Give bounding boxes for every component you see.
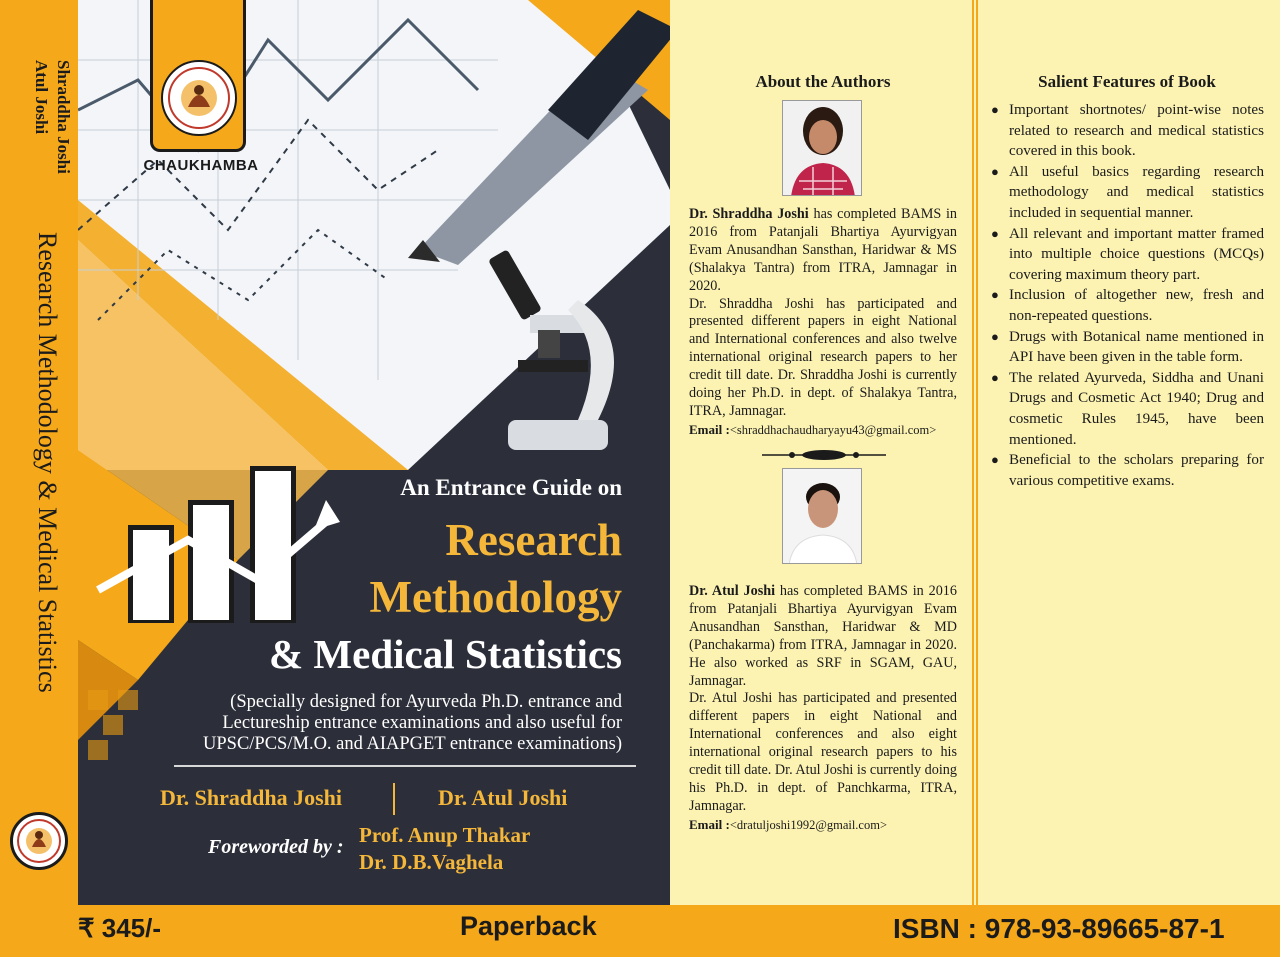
cover-description-line: UPSC/PCS/M.O. and AIAPGET entrance examinations) [203,734,622,754]
bio-text: Dr. Shraddha Joshi has participated and presented different papers in eight National and International conferences and also twelve international original research papers to her credit till date. Dr. Shraddha Joshi is currently doing her Ph.D. in dept. of Shalakya Tantra, ITRA, Jamnagar. [689,295,957,419]
foreword-names [359,822,530,876]
feature-item: ● All relevant and important matter framed into multiple choice questions (MCQs) covering maximum theory part. [991,225,1264,283]
bullet-icon: ● [991,225,999,241]
author-bio-shraddha [689,206,957,440]
cover-title [258,512,622,626]
back-cover [670,0,1280,905]
spine-author-1: Shraddha Joshi [54,60,73,174]
cover-description [168,692,622,755]
bullet-icon: ● [991,102,999,117]
cover-description-line: Lectureship entrance examinations and also useful for [222,713,622,733]
feature-item: ● Drugs with Botanical name mentioned in API have been given in the table form. [991,328,1264,366]
foreword-name-2: Dr. D.B.Vaghela [359,850,504,874]
author-photo-atul [782,468,862,564]
bullet-icon: ● [991,369,999,385]
price: ₹ 345/- [78,913,162,943]
author-bio-atul [689,583,957,835]
feature-item: ● Inclusion of altogether new, fresh and non-repeated questions. [991,287,1264,324]
feature-item: ● The related Ayurveda, Siddha and Unani Drugs and Cosmetic Act 1940; Drug and cosmetic Rules 1945, have been mentioned. [991,369,1264,448]
bio-text: has completed BAMS in 2016 from Patanjali Bhartiya Ayurvigyan Evam Anusandhan Sansthan, Haridwar & MD (Panchakarma) from ITRA, Jamnagar in 2020. He also worked as SRF in SGAM, GAU, Jamnagar. [689,583,957,689]
publisher-seal-icon [161,60,237,136]
feature-item: ● All useful basics regarding research methodology and medical statistics included in sequential manner. [991,163,1264,221]
ornament-divider-icon [762,448,886,462]
bio-text: Dr. Atul Joshi has participated and presented different papers in eight National and International conferences and also eight international original research papers to his credit till date. Dr. Atul Joshi is currently doing his Ph.D. in dept. of Panchkarma, ITRA, Jamnagar. [689,690,957,814]
author-separator [393,783,395,815]
cover-title-line-2: Methodology [369,572,622,622]
email-label: Email : [689,816,730,832]
column-divider [976,0,978,905]
bullet-icon: ● [991,452,999,468]
spine-author-2: Atul Joshi [32,60,51,135]
feature-item: ● Beneficial to the scholars preparing for various competitive exams. [991,452,1264,489]
email-address: <dratuljoshi1992@gmail.com> [729,817,888,832]
book-spine [0,0,78,957]
spine-publisher-seal-icon [10,812,68,870]
features-heading: Salient Features of Book [1038,72,1216,91]
isbn: ISBN : 978-93-89665-87-1 [893,913,1225,944]
bio-email [689,816,957,835]
cover-description-line: (Specially designed for Ayurveda Ph.D. entrance and [230,692,622,712]
email-address: <shraddhachaudharyayu43@gmail.com> [729,422,937,437]
bullet-icon: ● [991,328,999,344]
front-cover [78,0,670,905]
feature-item: ● Important shortnotes/ point-wise notes related to research and medical statistics covered in this book. [991,102,1264,160]
bio-name: Dr. Atul Joshi [689,583,776,599]
author-photo-shraddha [782,100,862,196]
cover-authors [158,785,618,815]
bio-email [689,421,957,440]
column-divider [972,0,974,905]
foreword-label: Foreworded by : [208,836,344,858]
cover-title-line-3: & Medical Statistics [269,631,622,677]
cover-divider [174,765,636,767]
about-authors-heading: About the Authors [755,72,891,91]
bio-text: has completed BAMS in 2016 from Patanjali Bhartiya Ayurvigyan Evam Anusandhan Sansthan, Haridwar & MS (Shalakya Tantra) from ITRA, Jamnagar in 2020. [689,206,957,294]
spine-authors [14,60,74,260]
cover-author-1: Dr. Shraddha Joshi [160,785,342,810]
cover-title-line-1: Research [445,515,622,565]
bullet-icon: ● [991,287,999,303]
publisher-name: CHAUKHAMBA [143,157,259,174]
cover-author-2: Dr. Atul Joshi [438,785,568,810]
bullet-icon: ● [991,163,999,179]
bio-name: Dr. Shraddha Joshi [689,206,809,222]
foreword-name-1: Prof. Anup Thakar [359,823,531,847]
binding-type: Paperback [460,911,597,941]
spine-title: Research Methodology & Medical Statistics [33,232,62,693]
publisher-tab [150,0,246,152]
email-label: Email : [689,421,730,437]
cover-subtitle: An Entrance Guide on [400,475,622,500]
features-list [988,100,1264,491]
